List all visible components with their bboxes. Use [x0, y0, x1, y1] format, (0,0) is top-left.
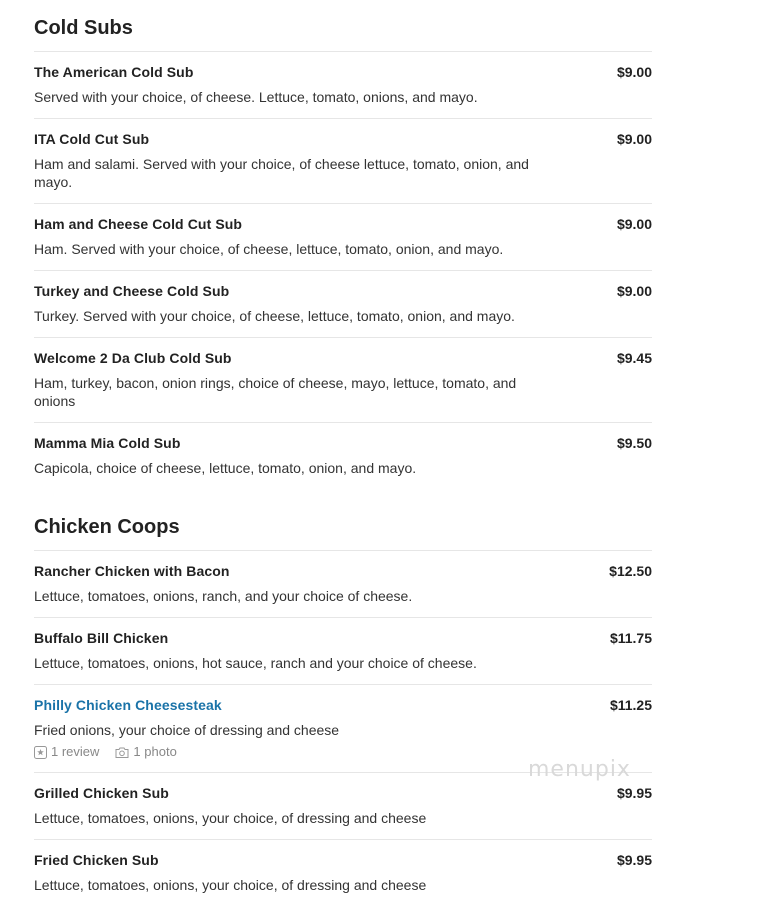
item-price: $11.25 — [609, 697, 652, 713]
item-description: Turkey. Served with your choice, of cheese, lettuce, tomato, onion, and mayo. — [34, 308, 515, 324]
item-description: Fried onions, your choice of dressing and cheese — [34, 722, 340, 738]
menu-item — [34, 618, 652, 685]
item-description: Lettuce, tomatoes, onions, your choice, of dressing and cheese — [34, 810, 427, 826]
photo-count: 1 photo — [133, 744, 177, 759]
camera-icon — [115, 746, 129, 759]
item-name: Turkey and Cheese Cold Sub — [34, 283, 230, 299]
item-name: Buffalo Bill Chicken — [34, 630, 169, 646]
item-name: The American Cold Sub — [34, 64, 194, 80]
menu-item — [34, 119, 652, 204]
photo-link[interactable] — [115, 744, 176, 760]
menu-item — [34, 423, 652, 489]
review-count: 1 review — [51, 744, 100, 759]
item-name-link[interactable]: Philly Chicken Cheesesteak — [34, 697, 222, 713]
item-name: Rancher Chicken with Bacon — [34, 563, 230, 579]
item-price: $9.00 — [616, 131, 652, 147]
item-description: Capicola, choice of cheese, lettuce, tomato, onion, and mayo. — [34, 460, 417, 476]
menu-item — [34, 338, 652, 423]
item-price: $9.95 — [616, 785, 652, 801]
menu-item — [34, 773, 652, 840]
item-price: $9.95 — [616, 852, 652, 868]
item-name: Welcome 2 Da Club Cold Sub — [34, 350, 232, 366]
item-price: $11.75 — [609, 630, 652, 646]
item-description: Served with your choice, of cheese. Lettuce, tomato, onions, and mayo. — [34, 89, 478, 105]
section-title: Chicken Coops — [34, 515, 652, 551]
item-price: $9.00 — [616, 216, 652, 232]
section-title: Cold Subs — [34, 16, 652, 52]
item-price: $12.50 — [609, 563, 652, 579]
item-name: Mamma Mia Cold Sub — [34, 435, 181, 451]
item-description: Lettuce, tomatoes, onions, hot sauce, ranch and your choice of cheese. — [34, 655, 477, 671]
item-price: $9.00 — [616, 64, 652, 80]
item-description: Lettuce, tomatoes, onions, your choice, of dressing and cheese — [34, 877, 427, 893]
menu-item — [34, 52, 652, 119]
item-name: ITA Cold Cut Sub — [34, 131, 150, 147]
item-price: $9.00 — [616, 283, 652, 299]
menu-item — [34, 840, 652, 906]
section-cold-subs — [34, 0, 652, 489]
item-description: Ham and salami. Served with your choice, of cheese lettuce, tomato, onion, and mayo. — [34, 156, 529, 190]
item-price: $9.45 — [616, 350, 652, 366]
item-name: Grilled Chicken Sub — [34, 785, 169, 801]
item-name: Fried Chicken Sub — [34, 852, 159, 868]
item-description: Ham, turkey, bacon, onion rings, choice of cheese, mayo, lettuce, tomato, and onions — [34, 375, 517, 409]
menu-item — [34, 551, 652, 618]
menu-item — [34, 204, 652, 271]
watermark: menupix — [528, 757, 631, 782]
menu-item — [34, 271, 652, 338]
review-link[interactable] — [34, 744, 99, 760]
section-chicken-coops — [34, 489, 652, 906]
star-icon — [34, 746, 47, 759]
item-description: Ham. Served with your choice, of cheese, lettuce, tomato, onion, and mayo. — [34, 241, 504, 257]
item-description: Lettuce, tomatoes, onions, ranch, and your choice of cheese. — [34, 588, 413, 604]
item-name: Ham and Cheese Cold Cut Sub — [34, 216, 243, 232]
item-price: $9.50 — [616, 435, 652, 451]
